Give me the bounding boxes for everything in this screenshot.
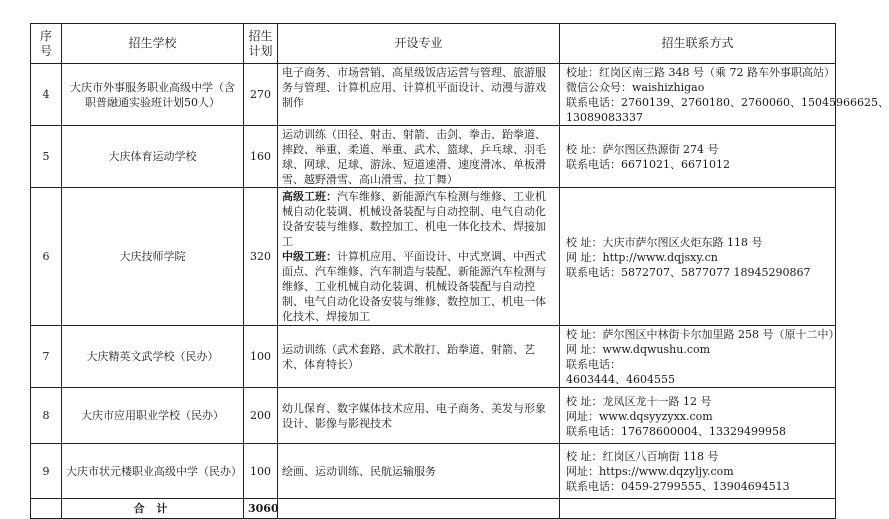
contact-line: 13089083337 xyxy=(566,111,643,124)
contact-line: 校 址：萨尔图区热源街 274 号 xyxy=(566,143,719,156)
row-quota: 270 xyxy=(244,64,278,126)
contact-line: 校 址：龙凤区龙十一路 12 号 xyxy=(566,394,712,408)
total-empty-cell xyxy=(560,499,836,519)
contact-line: 网 址：http://www.dqjsxy.cn xyxy=(566,250,718,264)
total-row xyxy=(31,499,836,519)
row-no: 4 xyxy=(31,64,62,126)
table-row xyxy=(31,64,836,126)
intermediate-class-majors: 计算机应用、平面设计、中式烹调、中西式面点、汽车维修、汽车制造与装配、新能源汽车检测与维修、工业机械自动化装调、机械设备装配与自动控制、电气自动化设备安装与维修、数控加工、机电一体化技术、焊接加工 xyxy=(282,250,546,323)
table-row xyxy=(31,388,836,444)
row-contact xyxy=(560,326,840,388)
contact-line: 校 址：萨尔图区中林街卡尔加里路 258 号（原十二中） xyxy=(566,328,840,341)
contact-line: 校 址：红岗区八百垧街 118 号 xyxy=(566,450,719,463)
row-quota: 320 xyxy=(244,188,278,326)
contact-line: 联系电话：6671021、6671012 xyxy=(566,158,730,171)
contact-line: 网 址：www.dqwushu.com xyxy=(566,343,711,356)
contact-line: 网址：www.dqsyyzyxx.com xyxy=(566,409,713,423)
row-majors: 幼儿保育、数字媒体技术应用、电子商务、美发与形象设计、影像与影视技术 xyxy=(278,388,560,444)
total-empty-cell xyxy=(278,499,560,519)
row-majors xyxy=(278,188,560,326)
header-school: 招生学校 xyxy=(62,24,244,64)
row-quota: 160 xyxy=(244,126,278,188)
contact-line: 联系电话： xyxy=(566,358,621,371)
row-school: 大庆市外事服务职业高级中学（含职普融通实验班计划50人） xyxy=(62,64,244,126)
contact-line: 校 址：大庆市萨尔图区火炬东路 118 号 xyxy=(566,235,763,249)
header-no: 序号 xyxy=(31,24,62,64)
enrollment-table xyxy=(30,23,889,519)
header-quota xyxy=(244,24,278,64)
contact-line: 4603444、4604555 xyxy=(566,373,675,386)
total-quota: 3060 xyxy=(244,499,278,519)
intermediate-class-label: 中级工班： xyxy=(282,250,337,263)
row-school: 大庆精英文武学校（民办） xyxy=(62,326,244,388)
table-row xyxy=(31,326,836,388)
advanced-class-label: 高级工班： xyxy=(282,190,337,203)
row-school: 大庆技师学院 xyxy=(62,188,244,326)
contact-line: 联系电话：2760139、2760180、2760060、15045966625、 xyxy=(566,96,889,109)
header-contact: 招生联系方式 xyxy=(560,24,836,64)
row-majors: 运动训练（武术套路、武术散打、跆拳道、射箭、艺术、体育特长） xyxy=(278,326,560,388)
row-no: 6 xyxy=(31,188,62,326)
row-school: 大庆市状元楼职业高级中学（民办） xyxy=(62,444,244,499)
row-contact xyxy=(560,126,836,188)
contact-line: 联系电话：17678600004、13329499958 xyxy=(566,424,786,438)
header-quota-line1: 招生 xyxy=(248,28,273,43)
row-majors: 绘画、运动训练、民航运输服务 xyxy=(278,444,560,499)
row-majors: 运动训练（田径、射击、射箭、击剑、拳击、跆拳道、摔跤、举重、柔道、举重、武术、篮球、乒乓球、羽毛球、网球、足球、游泳、短道速滑、速度滑冰、单板滑雪、越野滑雪、高山滑雪、拉丁舞） xyxy=(278,126,560,188)
row-no: 5 xyxy=(31,126,62,188)
total-label: 合 计 xyxy=(62,499,244,519)
contact-line: 校址：红岗区南三路 348 号（乘 72 路车外事职高站） xyxy=(566,66,835,79)
table-header-row xyxy=(31,24,836,64)
header-quota-line2: 计划 xyxy=(248,43,273,58)
table-row xyxy=(31,188,836,326)
header-majors: 开设专业 xyxy=(278,24,560,64)
row-contact xyxy=(560,388,836,444)
row-quota: 100 xyxy=(244,444,278,499)
row-contact xyxy=(560,188,836,326)
row-no: 9 xyxy=(31,444,62,499)
total-empty-cell xyxy=(31,499,62,519)
contact-line: 网址：https://www.dqzyljy.com xyxy=(566,465,734,478)
row-school: 大庆市应用职业学校（民办） xyxy=(62,388,244,444)
row-contact xyxy=(560,64,889,126)
contact-line: 微信公众号：waishizhigao xyxy=(566,81,705,94)
row-quota: 100 xyxy=(244,326,278,388)
table-row xyxy=(31,126,836,188)
row-school: 大庆体育运动学校 xyxy=(62,126,244,188)
row-no: 8 xyxy=(31,388,62,444)
table-row xyxy=(31,444,836,499)
contact-line: 联系电话：5872707、5877077 18945290867 xyxy=(566,265,811,279)
contact-line: 联系电话：0459-2799555、13904694513 xyxy=(566,480,790,493)
row-contact xyxy=(560,444,836,499)
advanced-class-majors: 汽车维修、新能源汽车检测与维修、工业机械自动化装调、机械设备装配与自动控制、电气自动化设备安装与维修、数控加工、机电一体化技术、焊接加工 xyxy=(282,190,546,248)
row-quota: 200 xyxy=(244,388,278,444)
row-no: 7 xyxy=(31,326,62,388)
row-majors: 电子商务、市场营销、高星级饭店运营与管理、旅游服务与管理、计算机应用、计算机平面设计、动漫与游戏制作 xyxy=(278,64,560,126)
